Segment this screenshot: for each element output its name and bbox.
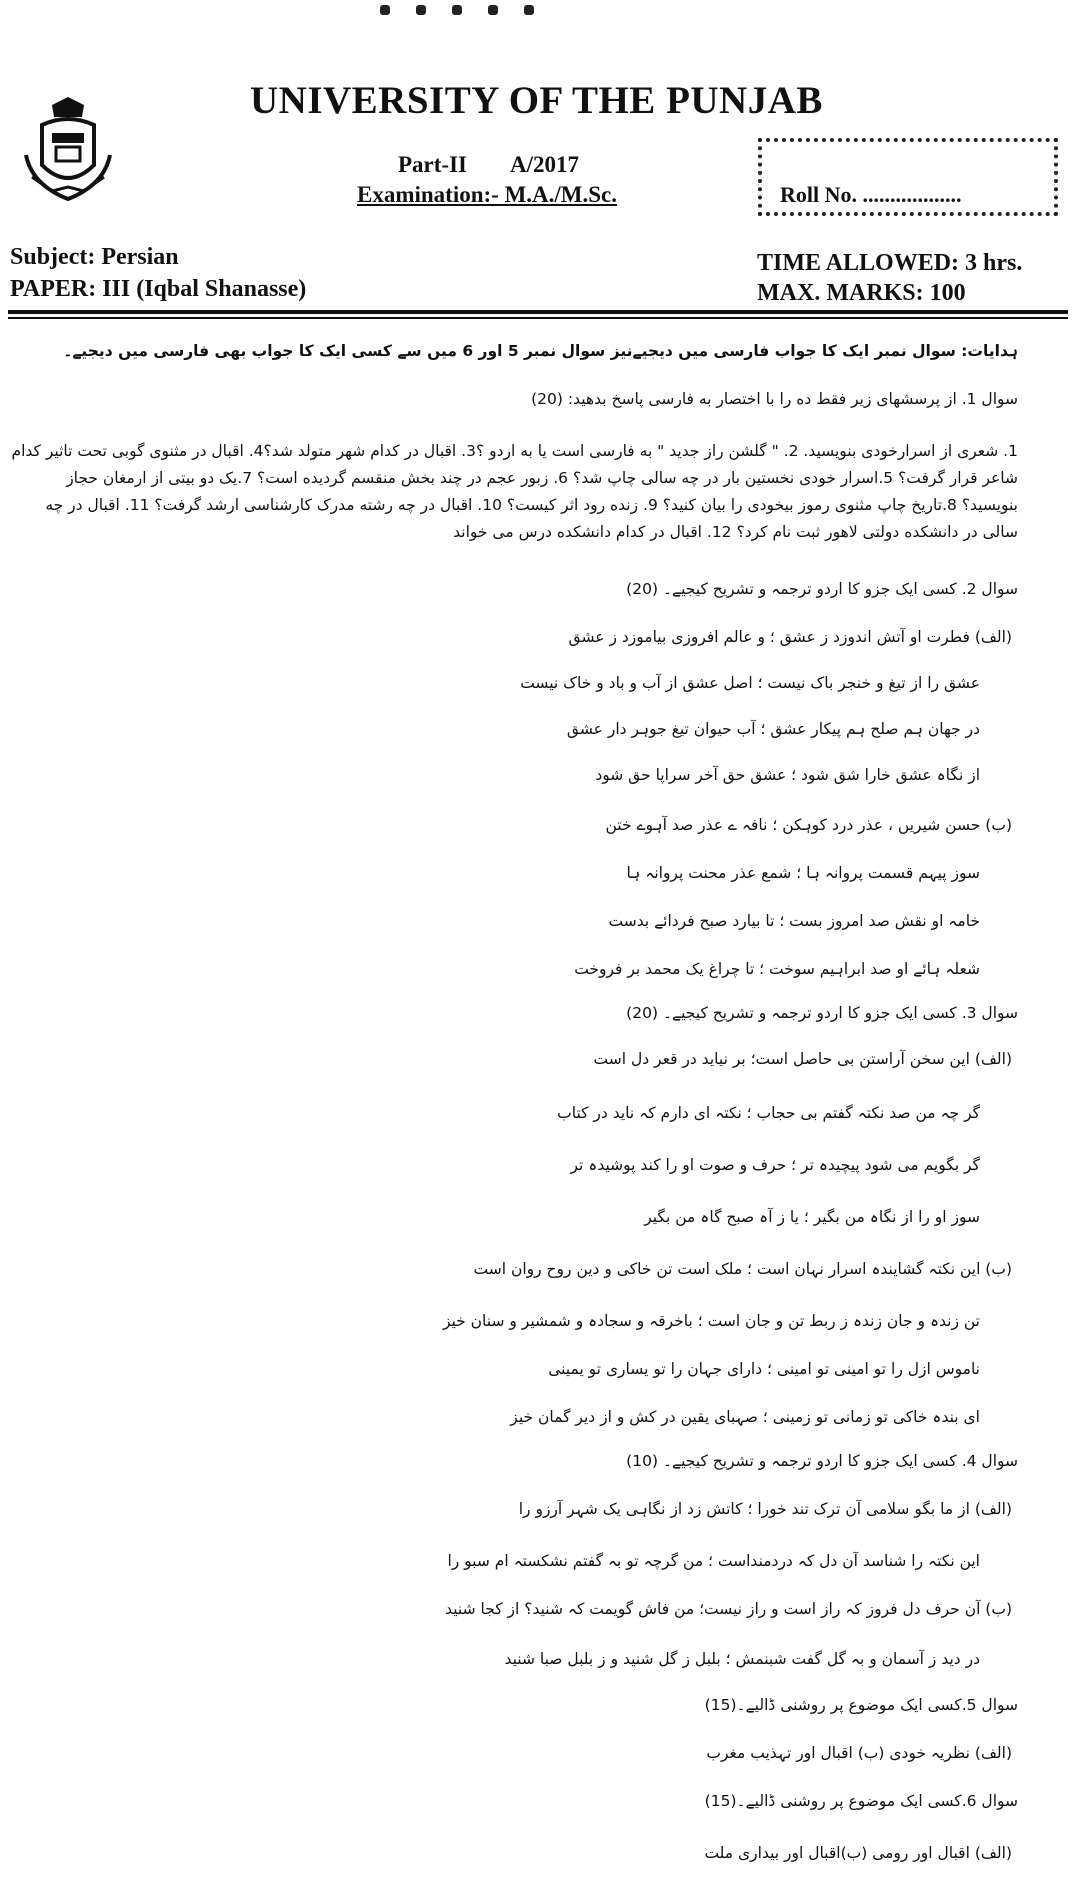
q2-verse-4: از نگاہ عشق خارا شق شود ؛ عشق حق آخر سراپا حق شود — [595, 766, 980, 784]
q3-verse-5: (ب) این نکتہ گشایندہ اسرار نہان است ؛ ملک است تن خاکی و دین روح روان است — [473, 1260, 1012, 1278]
q5-title: سوال 5.کسی ایک موضوع پر روشنی ڈالیے۔(15) — [704, 1696, 1018, 1714]
q3-verse-4: سوز او را از نگاہ من بگیر ؛ یا ز آہ صبح گاہ من بگیر — [644, 1208, 980, 1226]
university-title: UNIVERSITY OF THE PUNJAB — [250, 79, 823, 122]
q4-verse-4: در دید ز آسمان و بہ گل گفت شبنمش ؛ بلبل ز گل شنید و ز بلبل صبا شنید — [504, 1650, 980, 1668]
scan-artifact — [380, 0, 640, 14]
examination-label: Examination:- M.A./M.Sc. — [357, 182, 618, 207]
q1-body: 1. شعری از اسرارخودی بنویسید. 2. " گلشن راز جدید " به فارسی است یا به اردو ؟3. اقبال در کدام شهر متولد شد؟4. اقبال در مثنوی گوبی تحت تاثیر کدام شاعر قرار گرفت؟ 5.اسرار خودی نخستین بار در چه سالی چاپ شد؟ 6. زبور عجم در چند بخش منقسم گردیده است؟ 7.یک دو بیتی از ارمغان حجاز بنویسید؟ 8.تاریخ چاپ مثنوی رموز بیخودی را بیان کنید؟ 9. زنده رود اثر کیست؟ 10. اقبال در چه رشته مدرک کارشناسی ارشد گرفت؟ 11. اقبال در چه سالی در دانشکده دولتی لاهور ثبت نام کرد؟ 12. اقبال در کدام دانشکده درس می خواند — [11, 442, 1018, 541]
university-crest-icon — [22, 95, 114, 205]
time-allowed: TIME ALLOWED: 3 hrs. — [757, 250, 1023, 276]
q1-title: سوال 1. از پرسشهای زیر فقط ده را با اختصار به فارسی پاسخ بدهید: (20) — [531, 390, 1018, 408]
q4-title: سوال 4. کسی ایک جزو کا اردو ترجمہ و تشریح کیجیے۔ (10) — [626, 1452, 1018, 1470]
q5-options: (الف) نظریہ خودی (ب) اقبال اور تہذیب مغرب — [706, 1744, 1012, 1762]
paper-label: PAPER: III (Iqbal Shanasse) — [10, 276, 307, 302]
q2-verse-2: عشق را از تیغ و خنجر باک نیست ؛ اصل عشق از آب و باد و خاک نیست — [520, 674, 980, 692]
q3-verse-1: (الف) این سخن آراستن بی حاصل است؛ بر نیاید در قعر دل است — [593, 1050, 1012, 1068]
q2-verse-3: در جهان ہم صلح ہم پیکار عشق ؛ آب حیوان تیغ جوہر دار عشق — [566, 720, 980, 738]
q2-verse-1: (الف) فطرت او آتش اندوزد ز عشق ؛ و عالم افروزی بیاموزد ز عشق — [568, 628, 1012, 646]
max-marks: MAX. MARKS: 100 — [757, 280, 966, 306]
instructions: ہدایات: سوال نمبر ایک کا جواب فارسی میں دیجیےنیز سوال نمبر 5 اور 6 میں سے کسی ایک کا جواب بھی فارسی میں دیجیے۔ — [63, 342, 1018, 360]
part-label: Part-II — [398, 152, 467, 177]
q2-title: سوال 2. کسی ایک جزو کا اردو ترجمہ و تشریح کیجیے۔ (20) — [626, 580, 1018, 598]
q3-verse-7: ناموس ازل را تو امینی تو امینی ؛ دارای جہان را تو یساری تو یمینی — [548, 1360, 980, 1378]
q2-verse-6: سوز پیہم قسمت پروانہ ہا ؛ شمع عذر محنت پروانہ ہا — [626, 864, 980, 882]
divider-thick — [8, 310, 1068, 314]
divider-thin — [8, 317, 1068, 319]
q3-verse-8: ای بندہ خاکی تو زمانی تو زمینی ؛ صہبای یقین در کش و از دیر گمان خیز — [510, 1408, 980, 1426]
q4-verse-3: (ب) آن حرف دل فروز کہ راز است و راز نیست؛ من فاش گویمت کہ شنید؟ از کجا شنید — [445, 1600, 1012, 1618]
q6-title: سوال 6.کسی ایک موضوع پر روشنی ڈالیے۔(15) — [704, 1792, 1018, 1810]
subject-label: Subject: Persian — [10, 244, 179, 270]
q2-verse-7: خامہ او نقش صد امروز بست ؛ تا بیارد صبح فردائے بدست — [608, 912, 980, 930]
session-code: A/2017 — [510, 152, 579, 177]
q4-verse-2: این نکتہ را شناسد آن دل کہ دردمنداست ؛ من گرچہ تو بہ گفتم نشکستہ ام سبو را — [447, 1552, 980, 1570]
q3-verse-3: گر بگویم می شود پیچیدہ تر ؛ حرف و صوت او را کند پوشیدہ تر — [570, 1156, 980, 1174]
q3-verse-6: تن زندہ و جان زندہ ز ربط تن و جان است ؛ باخرقہ و سجادہ و شمشیر و سنان خیز — [442, 1312, 980, 1330]
q2-verse-8: شعلہ ہائے او صد ابراہیم سوخت ؛ تا چراغ یک محمد بر فروخت — [574, 960, 980, 978]
roll-number-field: Roll No. .................. — [780, 182, 962, 207]
q2-verse-5: (ب) حسن شیریں ، عذر درد کوہکن ؛ نافہ ے عذر صد آہوے ختن — [605, 816, 1012, 834]
q3-title: سوال 3. کسی ایک جزو کا اردو ترجمہ و تشریح کیجیے۔ (20) — [626, 1004, 1018, 1022]
q6-options: (الف) اقبال اور رومی (ب)اقبال اور بیداری ملت — [704, 1844, 1012, 1862]
q4-verse-1: (الف) از ما بگو سلامی آن ترک تند خورا ؛ کاتش زد از نگاہی یک شہر آرزو را — [518, 1500, 1012, 1518]
q3-verse-2: گر چہ من صد نکتہ گفتم بی حجاب ؛ نکتہ ای دارم کہ ناید در کتاب — [557, 1104, 980, 1122]
